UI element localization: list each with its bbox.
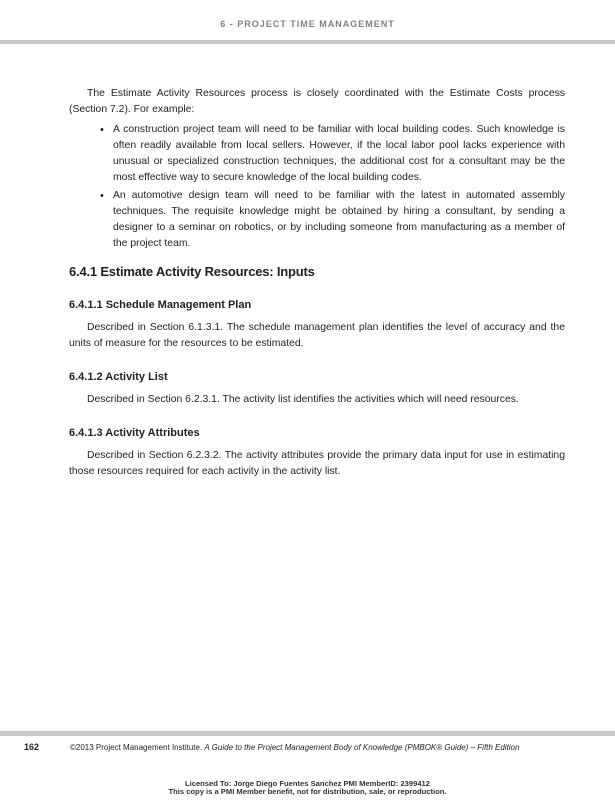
page-content — [69, 86, 565, 480]
subsection-heading-activity-list: 6.4.1.2 Activity List — [69, 371, 168, 383]
subsection-heading-schedule-management-plan: 6.4.1.1 Schedule Management Plan — [69, 299, 252, 311]
copyright-notice — [70, 743, 520, 752]
subsection-heading-activity-attributes: 6.4.1.3 Activity Attributes — [69, 427, 200, 439]
example-list — [69, 122, 565, 252]
intro-paragraph: The Estimate Activity Resources process is closely coordinated with the Estimate Costs process (Section 7.2). For example: — [69, 88, 565, 115]
license-line: Licensed To: Jorge Diego Fuentes Sanchez PMI MemberID: 2399412 — [184, 779, 431, 788]
license-notice — [0, 780, 615, 796]
chapter-title: 6 - PROJECT TIME MANAGEMENT — [220, 19, 395, 29]
page-number: 162 — [24, 742, 40, 752]
footer-rule — [0, 731, 615, 736]
list-item — [69, 122, 565, 186]
bullet-icon: • — [100, 124, 104, 136]
bullet-icon: • — [100, 190, 104, 202]
list-item — [69, 188, 565, 252]
list-item-text: An automotive design team will need to be familiar with the latest in automated assembly techniques. The requisite knowledge might be obtained by hiring a consultant, by sending a designer to a seminar on robotics, or by including someone from manufacturing as a member of the project team. — [113, 190, 565, 249]
subsection-paragraph: Described in Section 6.2.3.2. The activity attributes provide the primary data input for use in estimating those resources required for each activity in the activity list. — [69, 450, 565, 477]
subsection-paragraph: Described in Section 6.2.3.1. The activity list identifies the activities which will need resources. — [87, 394, 519, 405]
list-item-text: A construction project team will need to be familiar with local building codes. Such knowledge is often readily available from local sellers. However, if the local labor pool lacks experience with unusual or specialized construction techniques, the additional cost for a consultant may be the most effective way to secure knowledge of the local building codes. — [113, 124, 565, 183]
section-heading: 6.4.1 Estimate Activity Resources: Inputs — [69, 264, 315, 279]
guide-title: A Guide to the Project Management Body of Knowledge (PMBOK® Guide) – Fifth Edition — [204, 743, 520, 752]
license-line: This copy is a PMI Member benefit, not for distribution, sale, or reproduction. — [168, 787, 447, 796]
running-header — [0, 0, 615, 44]
copyright-prefix: ©2013 Project Management Institute. — [70, 743, 205, 752]
subsection-paragraph: Described in Section 6.1.3.1. The schedule management plan identifies the level of accuracy and the units of measure for the resources to be estimated. — [69, 322, 565, 349]
